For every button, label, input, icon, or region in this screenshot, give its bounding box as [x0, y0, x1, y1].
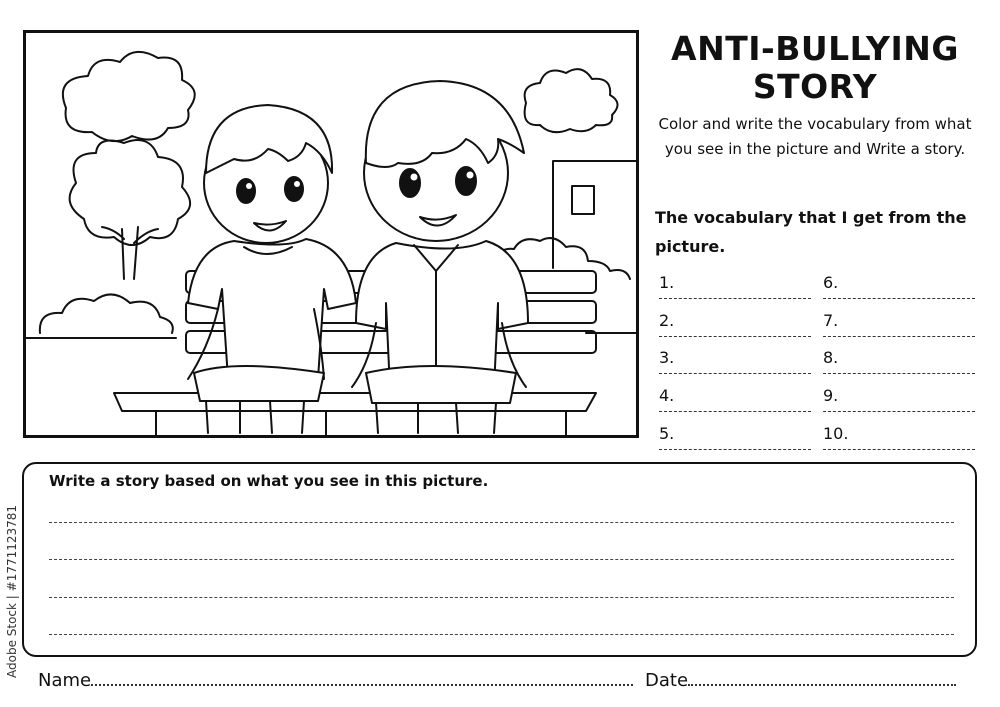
- vocab-blank-7[interactable]: 7.: [823, 307, 975, 337]
- name-dotted-line[interactable]: [91, 667, 633, 686]
- name-field[interactable]: [38, 667, 633, 693]
- story-writing-line[interactable]: [49, 559, 954, 560]
- page-title: [650, 30, 980, 106]
- vocab-blank-5[interactable]: 5.: [659, 420, 811, 450]
- vocabulary-heading: The vocabulary that I get from the picture.: [655, 208, 967, 256]
- right-boy-icon: [352, 81, 528, 433]
- vocab-blank-8[interactable]: 8.: [823, 344, 975, 374]
- title-line-2: STORY: [752, 67, 878, 106]
- tree-icon: [70, 140, 191, 279]
- story-box: [22, 462, 977, 657]
- story-prompt: Write a story based on what you see in this picture.: [49, 472, 489, 490]
- coloring-picture: [23, 30, 639, 438]
- date-field[interactable]: [645, 667, 956, 693]
- bush-icon: [40, 294, 173, 333]
- stock-watermark: [3, 478, 21, 678]
- cloud-right-icon: [525, 69, 618, 132]
- vocab-blank-4[interactable]: 4.: [659, 382, 811, 412]
- vocab-blank-2[interactable]: 2.: [659, 307, 811, 337]
- vocab-blank-10[interactable]: 10.: [823, 420, 975, 450]
- date-label: Date: [645, 670, 689, 691]
- vocab-blank-3[interactable]: 3.: [659, 344, 811, 374]
- story-writing-line[interactable]: [49, 522, 954, 523]
- story-writing-line[interactable]: [49, 597, 954, 598]
- vocab-blank-1[interactable]: 1.: [659, 269, 811, 299]
- story-writing-line[interactable]: [49, 634, 954, 635]
- cloud-left-icon: [63, 52, 195, 141]
- date-dotted-line[interactable]: [688, 667, 956, 686]
- vocab-blank-9[interactable]: 9.: [823, 382, 975, 412]
- title-line-1: ANTI-BULLYING: [671, 29, 959, 68]
- instructions-text: Color and write the vocabulary from what you see in the picture and Write a story.: [658, 115, 972, 158]
- name-label: Name: [38, 670, 92, 691]
- vocab-blank-6[interactable]: 6.: [823, 269, 975, 299]
- left-boy-icon: [188, 105, 356, 433]
- stock-watermark-text: Adobe Stock | #1771123781: [5, 504, 19, 678]
